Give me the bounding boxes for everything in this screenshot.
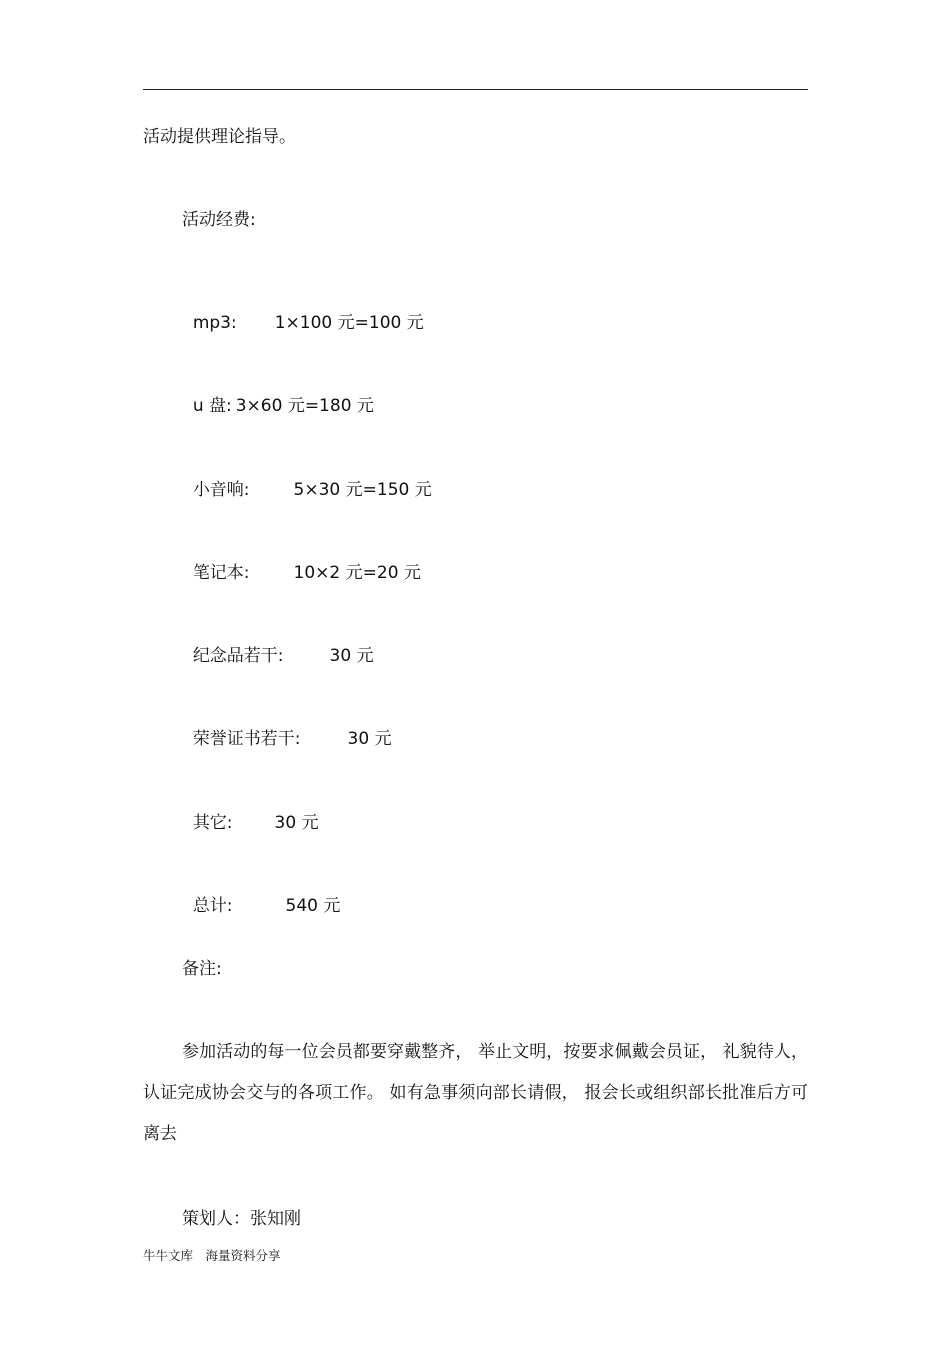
planner-line: 策划人：张知刚: [182, 1209, 301, 1229]
budget-item-label: 纪念品若干:: [192, 646, 284, 666]
budget-item-value: 30 元: [347, 729, 392, 749]
budget-item-label: 小音响:: [192, 480, 250, 500]
budget-item-other: [182, 793, 319, 833]
budget-item-value: 1×100 元=100 元: [274, 313, 424, 333]
budget-item-label: 笔记本:: [192, 563, 250, 583]
budget-item-souvenirs: [182, 626, 374, 666]
budget-heading: 活动经费:: [182, 210, 256, 230]
budget-item-value: 5×30 元=150 元: [293, 480, 432, 500]
header-rule: [143, 89, 808, 90]
budget-item-value: 30 元: [274, 813, 319, 833]
budget-total-label: 总计:: [192, 896, 233, 916]
budget-item-label: mp3:: [192, 313, 237, 333]
budget-item-notebook: [182, 543, 421, 583]
budget-item-speaker: [182, 460, 432, 500]
budget-item-value: 10×2 元=20 元: [293, 563, 421, 583]
budget-item-certificates: [182, 709, 392, 749]
continuation-text: 活动提供理论指导。: [143, 127, 296, 147]
budget-item-label: 其它:: [192, 813, 233, 833]
budget-item-label: 荣誉证书若干:: [192, 729, 301, 749]
budget-item-value: 3×60 元=180 元: [235, 396, 374, 416]
notes-paragraph: 参加活动的每一位会员都要穿戴整齐， 举止文明，按要求佩戴会员证， 礼貌待人，认证完成协会交与的各项工作。 如有急事须向部长请假， 报会长或组织部长批准后方可离去: [143, 1042, 808, 1144]
budget-item-mp3: [182, 293, 424, 333]
budget-item-usb: [182, 376, 374, 416]
budget-total: [182, 876, 340, 916]
budget-item-value: 30 元: [329, 646, 374, 666]
budget-item-label: u 盘:: [192, 396, 232, 416]
notes-heading: 备注:: [182, 959, 222, 979]
footer-text: 牛牛文库 海量资料分享: [143, 1248, 281, 1263]
budget-total-value: 540 元: [285, 896, 341, 916]
